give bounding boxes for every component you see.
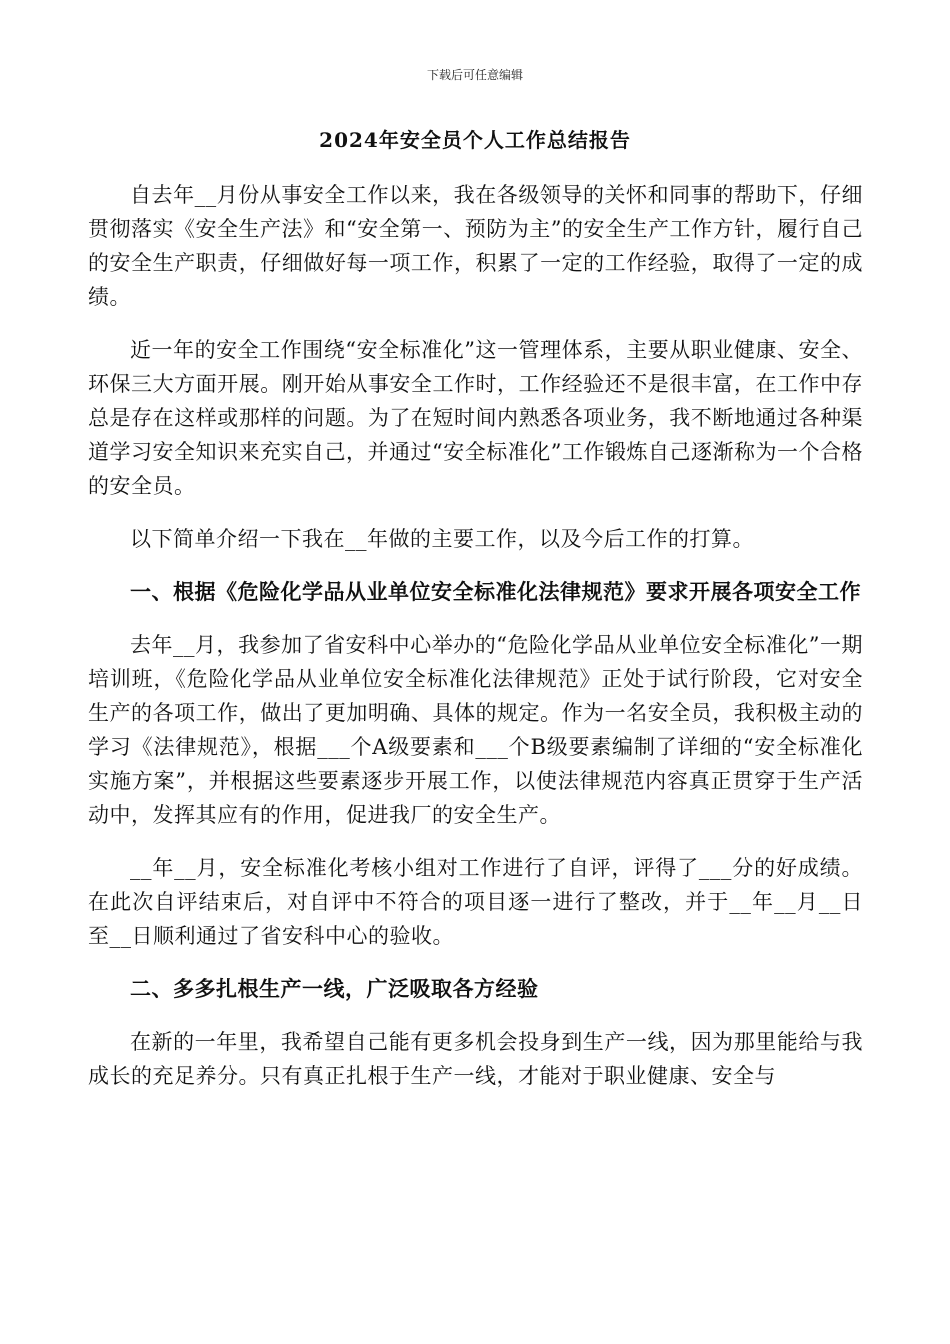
paragraph-frontline: 在新的一年里，我希望自己能有更多机会投身到生产一线，因为那里能给与我成长的充足养分。只有真正扎根于生产一线，才能对于职业健康、安全与: [88, 1030, 863, 1088]
header-note: 下载后可任意编辑: [426, 68, 523, 82]
paragraph-overview: 近一年的安全工作围绕“安全标准化”这一管理体系，主要从职业健康、安全、环保三大方面开展。刚开始从事安全工作时，工作经验还不是很丰富，在工作中存总是存在这样或那样的问题。为了在短时间内熟悉各项业务，我不断地通过各种渠道学习安全知识来充实自己，并通过“安全标准化”工作锻炼自己逐渐称为一个合格的安全员。: [88, 338, 863, 498]
paragraph-intro: 自去年__月份从事安全工作以来，我在各级领导的关怀和同事的帮助下，仔细贯彻落实《安全生产法》和“安全第一、预防为主”的安全生产工作方针，履行自己的安全生产职责，仔细做好每一项工作，积累了一定的工作经验，取得了一定的成绩。: [88, 183, 863, 309]
paragraph-training: 去年__月，我参加了省安科中心举办的“危险化学品从业单位安全标准化”一期培训班，《危险化学品从业单位安全标准化法律规范》正处于试行阶段，它对安全生产的各项工作，做出了更加明确、具体的规定。作为一名安全员，我积极主动的学习《法律规范》，根据___个A级要素和___个B级要素编制了详细的“安全标准化实施方案”，并根据这些要素逐步开展工作，以使法律规范内容真正贯穿于生产活动中，发挥其应有的作用，促进我厂的安全生产。: [88, 633, 863, 827]
section-heading-2: 二、多多扎根生产一线，广泛吸取各方经验: [130, 976, 539, 1001]
document-title: 2024年安全员个人工作总结报告: [319, 128, 631, 152]
paragraph-outline: 以下简单介绍一下我在__年做的主要工作，以及今后工作的打算。: [130, 527, 754, 551]
document-body: [88, 178, 863, 1112]
section-heading-1: 一、根据《危险化学品从业单位安全标准化法律规范》要求开展各项安全工作: [130, 579, 861, 604]
paragraph-evaluation: __年__月，安全标准化考核小组对工作进行了自评，评得了___分的好成绩。在此次自评结束后，对自评中不符合的项目逐一进行了整改，并于__年__月__日至__日顺利通过了省安科中心的验收。: [88, 856, 863, 948]
